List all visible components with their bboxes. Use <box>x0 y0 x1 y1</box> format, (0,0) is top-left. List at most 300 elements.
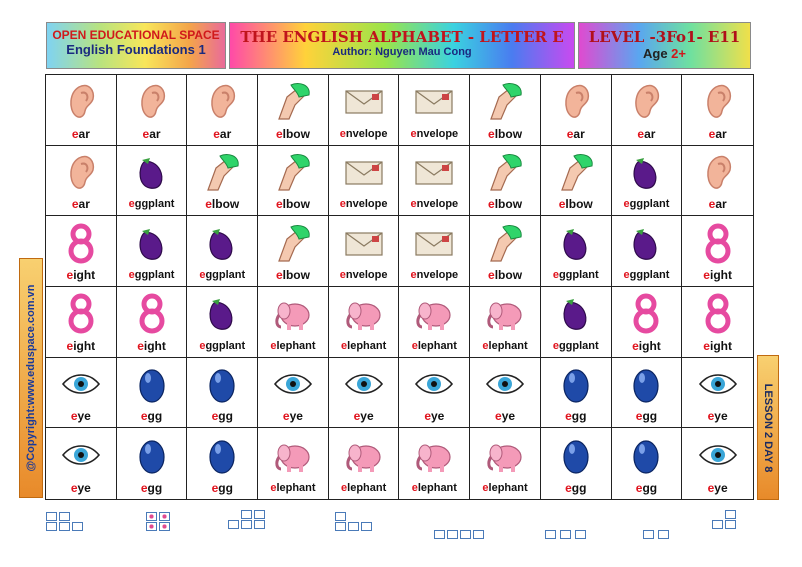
flashcard-elephant[interactable] <box>329 428 400 499</box>
flashcard-grid <box>45 74 754 500</box>
eggplant-icon <box>117 146 187 199</box>
eggplant-icon <box>612 146 682 199</box>
egg-icon <box>612 428 682 482</box>
age-value: 2+ <box>671 46 686 61</box>
flashcard-eye[interactable] <box>399 358 470 429</box>
first-letter: e <box>140 480 148 495</box>
flashcard-ear[interactable] <box>187 75 258 146</box>
thumbnail-eggplant-set[interactable] <box>228 510 266 529</box>
flashcard-eye[interactable] <box>470 358 541 429</box>
first-letter: e <box>341 339 348 352</box>
word-rest: lephant <box>488 481 528 494</box>
header-title-banner <box>229 22 575 69</box>
flashcard-ear[interactable] <box>682 75 753 146</box>
flashcard-envelope[interactable] <box>329 146 400 217</box>
word-rest: lbow <box>494 126 523 141</box>
flashcard-envelope[interactable] <box>399 146 470 217</box>
flashcard-word <box>270 340 315 353</box>
elbow-icon <box>258 146 328 199</box>
first-letter: e <box>282 409 290 424</box>
flashcard-word <box>412 340 457 353</box>
word-rest: ar <box>715 126 727 141</box>
flashcard-word <box>137 340 166 353</box>
word-rest: ight <box>73 338 96 353</box>
egg-icon <box>117 428 187 482</box>
flashcard-eggplant[interactable] <box>612 216 683 287</box>
first-letter: e <box>70 409 78 424</box>
eggplant-icon <box>541 216 611 269</box>
first-letter: e <box>623 268 630 281</box>
word-rest: gg <box>147 480 163 495</box>
flashcard-eye[interactable] <box>46 358 117 429</box>
word-rest: ye <box>714 480 728 495</box>
elbow-icon <box>187 146 257 199</box>
eggplant-icon <box>541 287 611 340</box>
first-letter: e <box>341 481 348 494</box>
first-letter: e <box>637 126 645 141</box>
first-letter: e <box>552 268 559 281</box>
flashcard-elephant[interactable] <box>258 428 329 499</box>
first-letter: e <box>270 481 277 494</box>
flashcard-word <box>71 482 91 495</box>
flashcard-word <box>276 269 310 282</box>
first-letter: e <box>205 197 212 212</box>
word-rest: gg <box>147 409 163 424</box>
first-letter: e <box>66 267 74 282</box>
first-letter: e <box>71 197 79 212</box>
first-letter: e <box>708 197 716 212</box>
flashcard-envelope[interactable] <box>329 216 400 287</box>
first-letter: e <box>275 197 283 212</box>
flashcard-word <box>482 340 527 353</box>
first-letter: e <box>488 267 495 282</box>
flashcard-eggplant[interactable] <box>187 216 258 287</box>
first-letter: e <box>635 409 643 424</box>
flashcard-word <box>709 198 727 211</box>
flashcard-elbow[interactable] <box>470 146 541 217</box>
word-rest: ight <box>709 338 732 353</box>
flashcard-eye[interactable] <box>329 358 400 429</box>
course-name: English Foundations 1 <box>66 42 206 57</box>
eggplant-icon <box>187 216 257 269</box>
flashcard-word <box>488 198 522 211</box>
first-letter: e <box>482 481 489 494</box>
first-letter: e <box>411 481 418 494</box>
flashcard-eye[interactable] <box>46 428 117 499</box>
envelope-icon <box>399 216 469 269</box>
first-letter: e <box>410 198 417 211</box>
word-rest: lephant <box>276 481 316 494</box>
first-letter: e <box>199 268 206 281</box>
flashcard-elbow[interactable] <box>258 75 329 146</box>
flashcard-word <box>67 340 96 353</box>
flashcard-ear[interactable] <box>46 146 117 217</box>
word-rest: lbow <box>211 197 240 212</box>
word-rest: ar <box>219 126 232 141</box>
eggplant-icon <box>612 216 682 269</box>
word-rest: ye <box>77 480 91 495</box>
elephant-icon <box>399 428 469 482</box>
word-rest: ggplant <box>558 339 599 352</box>
word-rest: lbow <box>565 197 593 212</box>
egg-icon <box>541 428 611 482</box>
envelope-icon <box>399 146 469 199</box>
word-rest: ggplant <box>629 198 670 211</box>
word-rest: ar <box>149 126 161 141</box>
flashcard-egg[interactable] <box>187 428 258 499</box>
eye-icon <box>46 428 116 482</box>
first-letter: e <box>275 126 283 141</box>
first-letter: e <box>703 338 710 353</box>
flashcard-ear[interactable] <box>46 75 117 146</box>
word-rest: lephant <box>347 481 387 494</box>
flashcard-word <box>482 482 527 495</box>
first-letter: e <box>703 267 710 282</box>
flashcard-word <box>703 340 732 353</box>
first-letter: e <box>488 197 495 212</box>
thumbnail-eight-set[interactable] <box>712 510 737 529</box>
flashcard-egg[interactable] <box>612 358 683 429</box>
flashcard-word <box>708 410 728 423</box>
elbow-icon <box>541 146 611 199</box>
first-letter: e <box>211 480 219 495</box>
elephant-icon <box>258 428 328 482</box>
flashcard-word <box>559 198 593 211</box>
eye-icon <box>46 358 116 411</box>
word-rest: ye <box>360 409 374 424</box>
flashcard-eight[interactable] <box>612 287 683 358</box>
flashcard-word <box>72 128 90 141</box>
flashcard-word <box>410 269 458 282</box>
flashcard-word <box>636 410 657 423</box>
flashcard-word <box>488 269 522 282</box>
first-letter: e <box>632 338 639 353</box>
word-rest: nvelope <box>345 127 388 140</box>
flashcard-eye[interactable] <box>258 358 329 429</box>
elbow-icon <box>470 75 540 128</box>
flashcard-ear[interactable] <box>117 75 188 146</box>
eight-icon <box>117 287 187 340</box>
word-rest: ar <box>78 197 90 212</box>
flashcard-word <box>410 198 458 211</box>
thumbnail-egg-set[interactable] <box>146 512 171 531</box>
flashcard-word <box>71 410 91 423</box>
first-letter: e <box>211 409 219 424</box>
envelope-icon <box>329 75 399 128</box>
first-letter: e <box>708 126 716 141</box>
word-rest: ar <box>78 126 90 141</box>
first-letter: e <box>275 267 283 282</box>
flashcard-eight[interactable] <box>682 216 753 287</box>
elbow-icon <box>258 216 328 269</box>
word-rest: lbow <box>282 197 310 212</box>
flashcard-ear[interactable] <box>541 75 612 146</box>
flashcard-word <box>213 128 231 141</box>
elephant-icon <box>470 287 540 340</box>
flashcard-eight[interactable] <box>682 287 753 358</box>
flashcard-word <box>67 269 96 282</box>
first-letter: e <box>565 480 572 495</box>
word-rest: nvelope <box>416 127 459 140</box>
word-rest: lbow <box>282 267 310 282</box>
page-title: THE ENGLISH ALPHABET - LETTER E <box>240 28 564 46</box>
copyright-text: @Copyright:www.eduspace.com.vn <box>25 284 37 472</box>
flashcard-word <box>703 269 732 282</box>
age-line <box>579 46 750 61</box>
flashcard-word <box>410 128 458 141</box>
flashcard-ear[interactable] <box>682 146 753 217</box>
flashcard-word <box>199 340 245 353</box>
first-letter: e <box>142 126 150 141</box>
elbow-icon <box>470 146 540 199</box>
word-rest: gg <box>571 409 587 424</box>
flashcard-eggplant[interactable] <box>541 216 612 287</box>
flashcard-egg[interactable] <box>187 358 258 429</box>
word-rest: lephant <box>417 339 457 352</box>
flashcard-word <box>565 410 586 423</box>
lesson-text: LESSON 2 DAY 8 <box>762 383 774 472</box>
word-rest: ye <box>431 409 445 424</box>
flashcard-elbow[interactable] <box>470 75 541 146</box>
elephant-icon <box>329 428 399 482</box>
word-rest: ggplant <box>134 198 175 211</box>
flashcard-word <box>565 482 586 495</box>
word-rest: ar <box>644 126 656 141</box>
word-rest: ight <box>143 338 166 353</box>
first-letter: e <box>495 409 502 424</box>
word-rest: lbow <box>494 197 523 212</box>
flashcard-word <box>205 198 239 211</box>
first-letter: e <box>66 338 74 353</box>
egg-icon <box>187 428 257 482</box>
flashcard-eggplant[interactable] <box>117 146 188 217</box>
flashcard-word <box>212 482 233 495</box>
eggplant-icon <box>117 216 187 269</box>
thumbnail-ear-set[interactable] <box>335 512 373 531</box>
eight-icon <box>46 287 116 340</box>
flashcard-eggplant[interactable] <box>612 146 683 217</box>
flashcard-word <box>709 128 727 141</box>
first-letter: e <box>353 409 361 424</box>
flashcard-word <box>283 410 303 423</box>
flashcard-elbow[interactable] <box>258 216 329 287</box>
word-rest: nvelope <box>345 198 388 211</box>
flashcard-word <box>637 128 655 141</box>
word-rest: lbow <box>282 126 310 141</box>
flashcard-word <box>636 482 657 495</box>
envelope-icon <box>329 146 399 199</box>
egg-icon <box>187 358 257 411</box>
first-letter: e <box>558 197 566 212</box>
word-rest: ight <box>638 338 661 353</box>
word-rest: lephant <box>347 339 387 352</box>
flashcard-elbow[interactable] <box>470 216 541 287</box>
eye-icon <box>470 358 540 411</box>
flashcard-eye[interactable] <box>682 428 753 499</box>
thumbnail-elbow-set[interactable] <box>46 512 84 531</box>
author-line: Author: Nguyen Mau Cong <box>332 46 472 58</box>
elbow-icon <box>470 216 540 269</box>
word-rest: ight <box>73 267 96 282</box>
flashcard-envelope[interactable] <box>329 75 400 146</box>
first-letter: e <box>482 339 489 352</box>
flashcard-word <box>129 269 175 282</box>
thumbnail-elephant-set[interactable] <box>434 530 485 539</box>
flashcard-elbow[interactable] <box>187 146 258 217</box>
flashcard-eggplant[interactable] <box>117 216 188 287</box>
eye-icon <box>682 428 753 482</box>
first-letter: e <box>70 480 78 495</box>
first-letter: e <box>566 126 574 141</box>
envelope-icon <box>399 75 469 128</box>
flashcard-word <box>553 269 599 282</box>
flashcard-elephant[interactable] <box>470 287 541 358</box>
flashcard-word <box>143 128 161 141</box>
flashcard-word <box>340 198 388 211</box>
first-letter: e <box>707 409 715 424</box>
flashcard-elbow[interactable] <box>541 146 612 217</box>
flashcard-word <box>129 198 175 211</box>
flashcard-word <box>141 410 162 423</box>
flashcard-word <box>624 269 670 282</box>
flashcard-word <box>276 198 310 211</box>
first-letter: e <box>623 198 630 211</box>
elbow-icon <box>258 75 328 128</box>
eggplant-icon <box>187 287 257 340</box>
word-rest: ye <box>289 409 303 424</box>
flashcard-word <box>340 128 388 141</box>
word-rest: gg <box>571 480 587 495</box>
word-rest: ggplant <box>134 268 175 281</box>
word-rest: ar <box>573 126 585 141</box>
flashcard-elephant[interactable] <box>399 287 470 358</box>
flashcard-egg[interactable] <box>117 428 188 499</box>
word-rest: ggplant <box>629 268 670 281</box>
eye-icon <box>399 358 469 411</box>
eye-icon <box>682 358 753 411</box>
flashcard-eight[interactable] <box>46 216 117 287</box>
copyright-strip <box>19 258 43 498</box>
elephant-icon <box>399 287 469 340</box>
flashcard-elbow[interactable] <box>258 146 329 217</box>
eight-icon <box>682 216 753 269</box>
flashcard-word <box>340 269 388 282</box>
flashcard-word <box>495 410 515 423</box>
first-letter: e <box>140 409 148 424</box>
first-letter: e <box>488 126 495 141</box>
flashcard-envelope[interactable] <box>399 216 470 287</box>
flashcard-word <box>424 410 444 423</box>
flashcard-word <box>488 128 522 141</box>
ear-icon <box>187 75 257 128</box>
flashcard-eight[interactable] <box>117 287 188 358</box>
word-rest: ye <box>714 409 728 424</box>
flashcard-eggplant[interactable] <box>541 287 612 358</box>
flashcard-eye[interactable] <box>682 358 753 429</box>
first-letter: e <box>707 480 715 495</box>
thumbnail-eye-set[interactable] <box>643 530 672 539</box>
flashcard-ear[interactable] <box>612 75 683 146</box>
eye-icon <box>329 358 399 411</box>
eight-icon <box>46 216 116 269</box>
ear-icon <box>541 75 611 128</box>
word-rest: ggplant <box>205 339 246 352</box>
flashcard-word <box>341 340 386 353</box>
word-rest: ar <box>715 197 727 212</box>
ear-icon <box>46 75 116 128</box>
first-letter: e <box>410 268 417 281</box>
word-rest: ggplant <box>205 268 246 281</box>
flashcard-word <box>354 410 374 423</box>
elephant-icon <box>258 287 328 340</box>
first-letter: e <box>339 198 346 211</box>
ear-icon <box>117 75 187 128</box>
first-letter: e <box>270 339 277 352</box>
flashcard-eggplant[interactable] <box>187 287 258 358</box>
word-rest: lephant <box>488 339 528 352</box>
first-letter: e <box>410 127 417 140</box>
flashcard-word <box>270 482 315 495</box>
organization-name: OPEN EDUCATIONAL SPACE <box>52 28 220 42</box>
age-label: Age <box>642 46 668 61</box>
first-letter: e <box>411 339 418 352</box>
egg-icon <box>612 358 682 411</box>
word-rest: gg <box>218 409 233 424</box>
flashcard-egg[interactable] <box>612 428 683 499</box>
flashcard-word <box>212 410 233 423</box>
first-letter: e <box>71 126 79 141</box>
flashcard-envelope[interactable] <box>399 75 470 146</box>
thumbnail-envelope-set[interactable] <box>545 530 589 539</box>
word-rest: gg <box>642 480 658 495</box>
first-letter: e <box>128 198 135 211</box>
flashcard-word <box>199 269 245 282</box>
flashcard-elephant[interactable] <box>329 287 400 358</box>
ear-icon <box>682 146 753 199</box>
eye-icon <box>258 358 328 411</box>
flashcard-word <box>632 340 661 353</box>
flashcard-elephant[interactable] <box>470 428 541 499</box>
first-letter: e <box>552 339 559 352</box>
flashcard-word <box>341 482 386 495</box>
eight-icon <box>612 287 682 340</box>
flashcard-egg[interactable] <box>541 358 612 429</box>
flashcard-word <box>276 128 310 141</box>
first-letter: e <box>213 126 220 141</box>
flashcard-elephant[interactable] <box>258 287 329 358</box>
flashcard-word <box>72 198 90 211</box>
flashcard-word <box>708 482 728 495</box>
flashcard-egg[interactable] <box>541 428 612 499</box>
first-letter: e <box>424 409 431 424</box>
flashcard-word <box>567 128 585 141</box>
word-rest: gg <box>218 480 233 495</box>
first-letter: e <box>339 127 346 140</box>
flashcard-word <box>412 482 457 495</box>
word-rest: lephant <box>276 339 316 352</box>
flashcard-elephant[interactable] <box>399 428 470 499</box>
word-rest: ight <box>709 267 732 282</box>
flashcard-word <box>553 340 599 353</box>
flashcard-egg[interactable] <box>117 358 188 429</box>
word-rest: ggplant <box>558 268 599 281</box>
word-rest: lbow <box>494 267 523 282</box>
flashcard-word <box>141 482 162 495</box>
first-letter: e <box>128 268 135 281</box>
flashcard-word <box>624 198 670 211</box>
flashcard-eight[interactable] <box>46 287 117 358</box>
level-code: LEVEL -3Fo1- E11 <box>588 28 741 46</box>
